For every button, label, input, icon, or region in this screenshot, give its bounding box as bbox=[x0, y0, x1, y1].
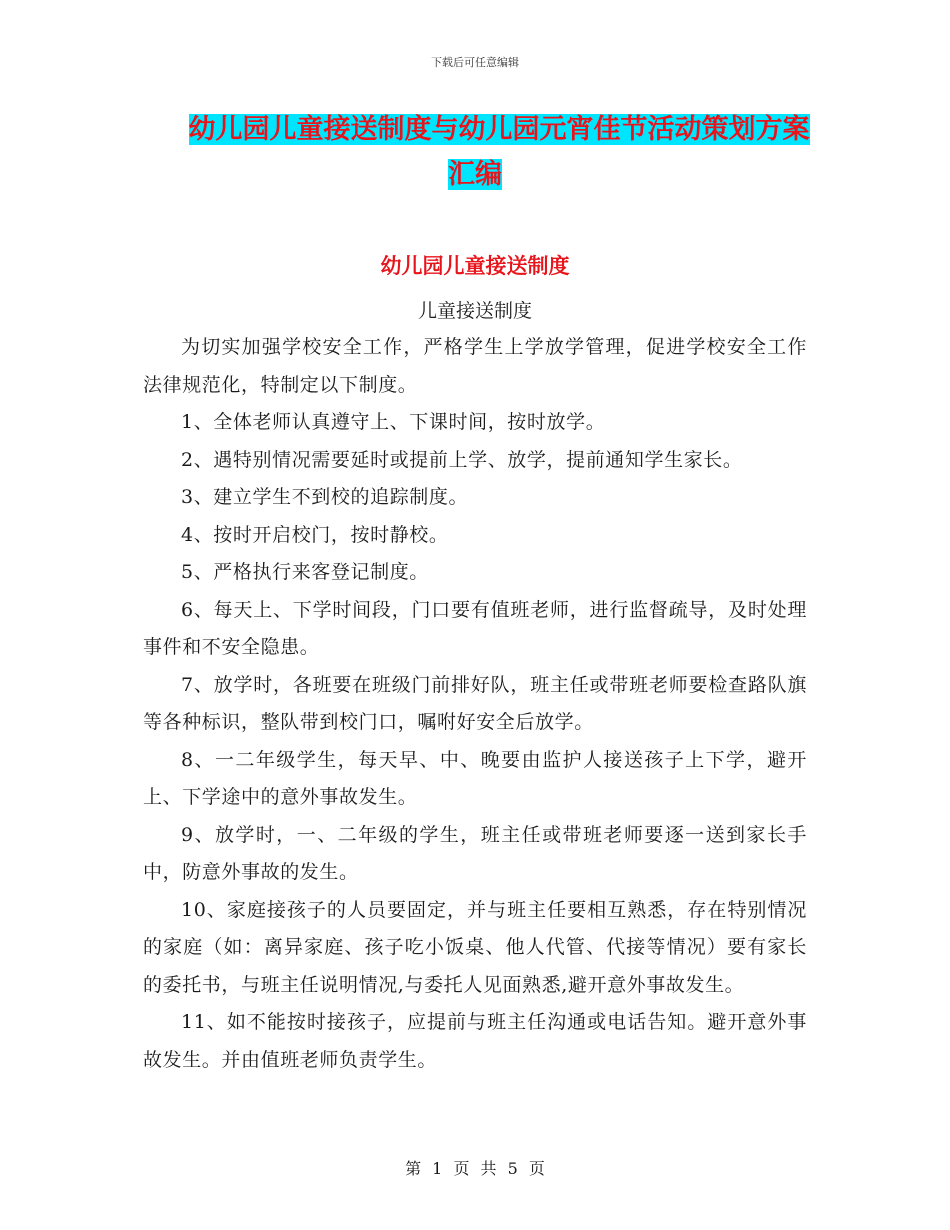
document-title-line-1 bbox=[0, 113, 950, 147]
rule-item: 11、如不能按时接孩子，应提前与班主任沟通或电话告知。避开意外事故发生。并由值班老师负责学生。 bbox=[143, 1011, 807, 1071]
rule-item: 8、一二年级学生，每天早、中、晚要由监护人接送孩子上下学，避开上、下学途中的意外事故发生。 bbox=[143, 748, 807, 808]
document-title-text-2: 汇编 bbox=[448, 159, 502, 190]
rule-item: 10、家庭接孩子的人员要固定，并与班主任要相互熟悉，存在特别情况的家庭（如：离异家庭、孩子吃小饭桌、他人代管、代接等情况）要有家长的委托书，与班主任说明情况,与委托人见面熟悉,避开意外事故发生。 bbox=[143, 898, 807, 996]
paragraph-intro: 为切实加强学校安全工作，严格学生上学放学管理，促进学校安全工作法律规范化，特制定以下制度。 bbox=[143, 336, 807, 396]
rule-item: 1、全体老师认真遵守上、下课时间，按时放学。 bbox=[181, 411, 606, 433]
rule-item: 2、遇特别情况需要延时或提前上学、放学，提前通知学生家长。 bbox=[181, 448, 743, 471]
rule-item: 7、放学时，各班要在班级门前排好队，班主任或带班老师要检查路队旗等各种标识，整队带到校门口，嘱咐好安全后放学。 bbox=[143, 673, 807, 733]
body-content bbox=[143, 329, 807, 1079]
header-note: 下载后可任意编辑 bbox=[431, 56, 519, 69]
rule-item: 9、放学时，一、二年级的学生，班主任或带班老师要逐一送到家长手中，防意外事故的发生。 bbox=[143, 823, 807, 883]
sub-title: 儿童接送制度 bbox=[417, 300, 532, 322]
rule-item: 6、每天上、下学时间段，门口要有值班老师，进行监督疏导，及时处理事件和不安全隐患。 bbox=[143, 598, 807, 658]
rule-item: 4、按时开启校门，按时静校。 bbox=[181, 523, 449, 546]
document-title-line-2 bbox=[0, 158, 950, 192]
rule-item: 3、建立学生不到校的追踪制度。 bbox=[181, 486, 469, 508]
document-title-text-1: 幼儿园儿童接送制度与幼儿园元宵佳节活动策划方案 bbox=[188, 114, 810, 145]
page-footer: 第 1 页 共 5 页 bbox=[405, 1159, 545, 1178]
section-title: 幼儿园儿童接送制度 bbox=[380, 254, 570, 278]
rule-item: 5、严格执行来客登记制度。 bbox=[181, 561, 429, 583]
